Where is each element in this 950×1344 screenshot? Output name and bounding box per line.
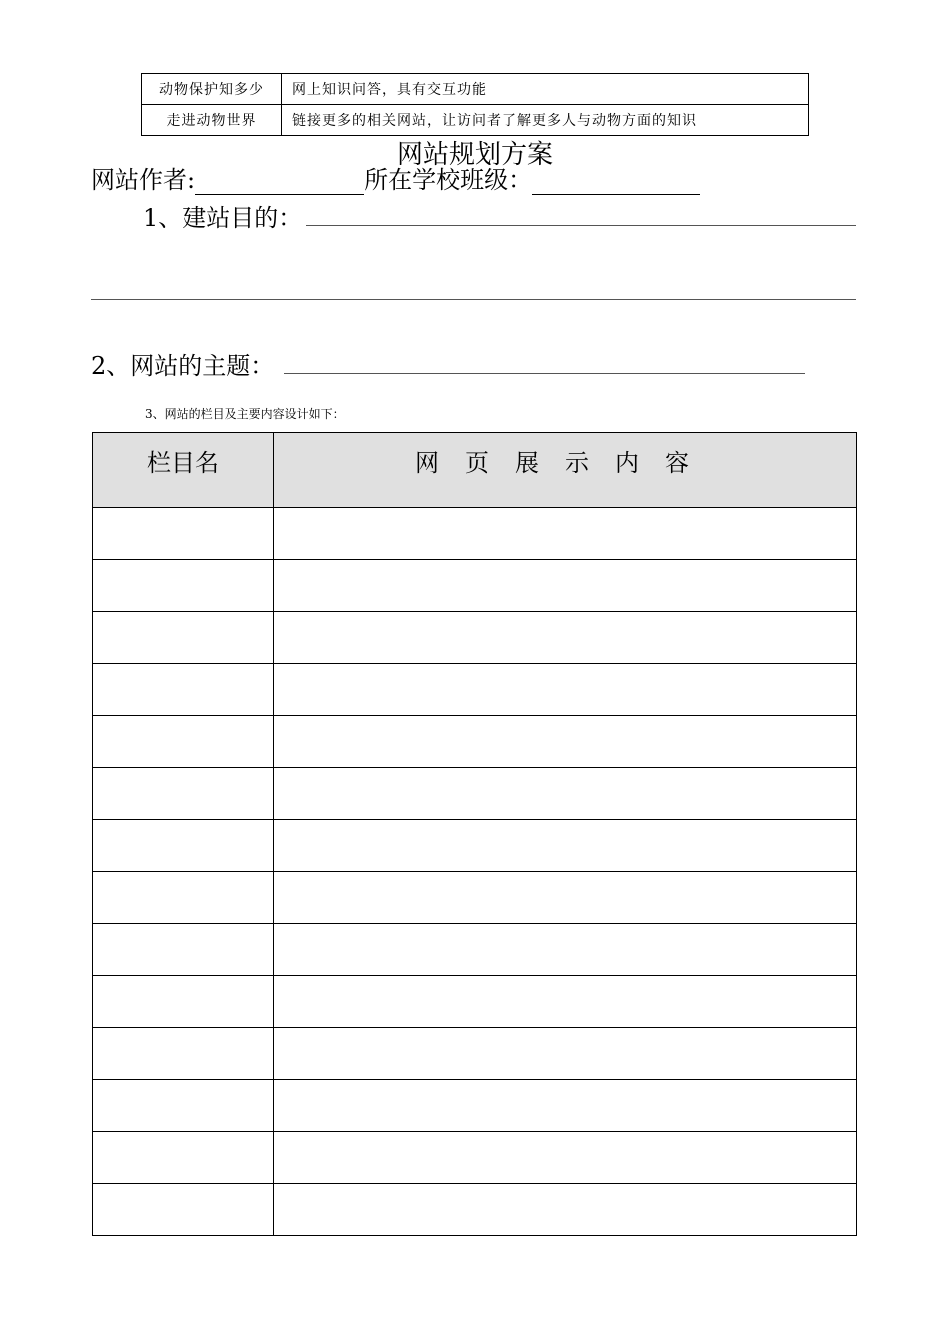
column-desc-cell: 链接更多的相关网站，让访问者了解更多人与动物方面的知识 — [282, 105, 809, 136]
column-name-input-cell[interactable] — [93, 1080, 274, 1132]
column-name-input-cell[interactable] — [93, 560, 274, 612]
page-title: 网站规划方案 — [396, 140, 553, 170]
page-content-header: 网页展示内容 — [274, 433, 857, 508]
columns-design-table — [92, 432, 857, 1236]
purpose-field-line-2[interactable] — [91, 299, 856, 300]
table-row — [93, 612, 857, 664]
table-header-row — [93, 433, 857, 508]
page-content-input-cell[interactable] — [274, 664, 857, 716]
table-row — [142, 105, 809, 136]
column-name-input-cell[interactable] — [93, 820, 274, 872]
theme-field[interactable] — [284, 373, 805, 374]
table-row — [93, 820, 857, 872]
page-content-input-cell[interactable] — [274, 508, 857, 560]
column-name-input-cell[interactable] — [93, 1132, 274, 1184]
page-content-input-cell[interactable] — [274, 976, 857, 1028]
existing-columns-table — [141, 73, 809, 136]
page-content-input-cell[interactable] — [274, 1184, 857, 1236]
column-name-header: 栏目名 — [93, 433, 274, 508]
column-name-input-cell[interactable] — [93, 768, 274, 820]
page-content-input-cell[interactable] — [274, 612, 857, 664]
table-row — [93, 872, 857, 924]
column-name-input-cell[interactable] — [93, 664, 274, 716]
table-row — [93, 924, 857, 976]
column-name-input-cell[interactable] — [93, 508, 274, 560]
page-content-input-cell[interactable] — [274, 560, 857, 612]
column-name-input-cell[interactable] — [93, 612, 274, 664]
page-content-input-cell[interactable] — [274, 924, 857, 976]
table-row — [93, 560, 857, 612]
table-row — [93, 664, 857, 716]
column-name-cell: 动物保护知多少 — [142, 74, 282, 105]
column-name-input-cell[interactable] — [93, 1028, 274, 1080]
page-content-input-cell[interactable] — [274, 820, 857, 872]
page-content-input-cell[interactable] — [274, 1080, 857, 1132]
school-field[interactable] — [532, 168, 700, 195]
page-content-input-cell[interactable] — [274, 872, 857, 924]
table-row — [142, 74, 809, 105]
author-field[interactable] — [195, 168, 364, 195]
table-row — [93, 768, 857, 820]
theme-label: 2、网站的主题： — [91, 352, 275, 380]
column-name-input-cell[interactable] — [93, 976, 274, 1028]
column-name-cell: 走进动物世界 — [142, 105, 282, 136]
columns-section-label: 3、网站的栏目及主要内容设计如下： — [145, 407, 345, 421]
table-row — [93, 1184, 857, 1236]
page-content-input-cell[interactable] — [274, 768, 857, 820]
page-content-input-cell[interactable] — [274, 1028, 857, 1080]
column-name-input-cell[interactable] — [93, 924, 274, 976]
page-content-input-cell[interactable] — [274, 1132, 857, 1184]
table-row — [93, 1132, 857, 1184]
column-desc-cell: 网上知识问答，具有交互功能 — [282, 74, 809, 105]
school-label: 所在学校班级： — [364, 166, 533, 194]
table-row — [93, 716, 857, 768]
column-name-input-cell[interactable] — [93, 716, 274, 768]
author-label: 网站作者: — [91, 166, 196, 194]
table-row — [93, 1080, 857, 1132]
table-row — [93, 1028, 857, 1080]
column-name-input-cell[interactable] — [93, 872, 274, 924]
purpose-field[interactable] — [306, 225, 856, 226]
table-row — [93, 508, 857, 560]
purpose-label: 1、建站目的： — [143, 204, 303, 232]
table-row — [93, 976, 857, 1028]
column-name-input-cell[interactable] — [93, 1184, 274, 1236]
page-content-input-cell[interactable] — [274, 716, 857, 768]
author-line — [91, 160, 700, 195]
